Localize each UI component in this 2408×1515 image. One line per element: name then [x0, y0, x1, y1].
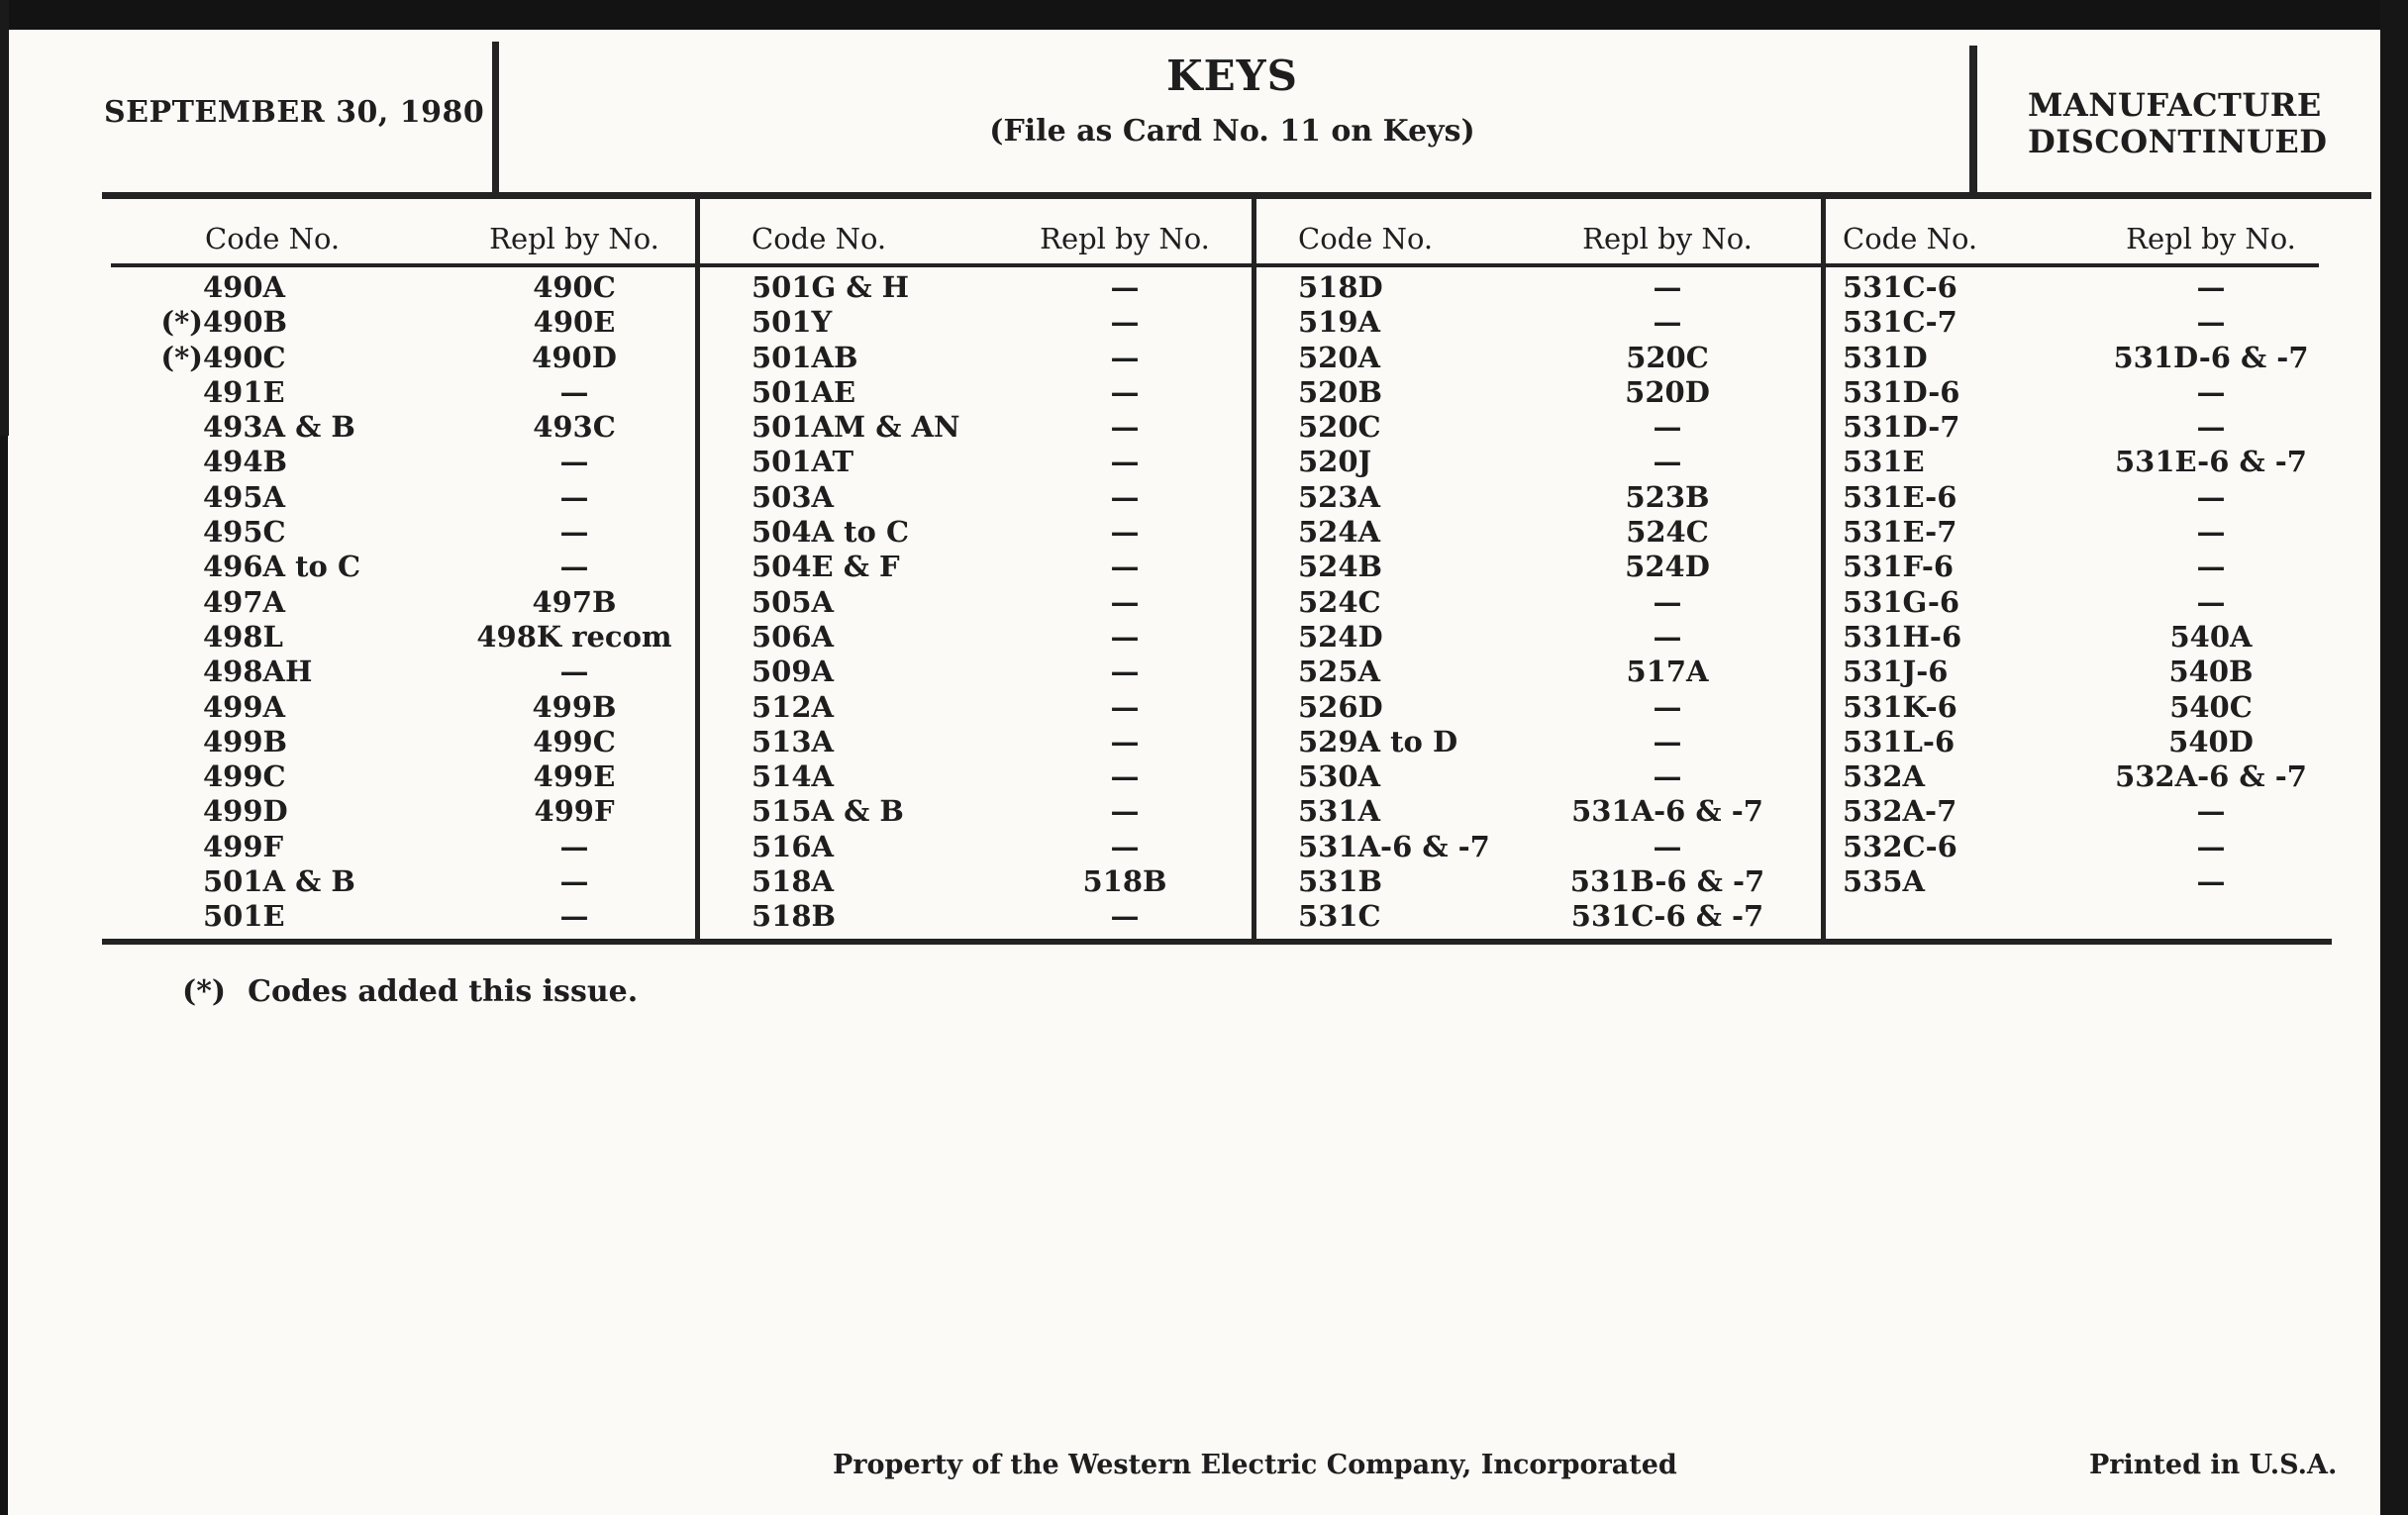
code-no: 531E [1843, 445, 1925, 479]
table-rows [1252, 270, 1821, 935]
table-row [695, 830, 1252, 864]
table-row [1252, 341, 1821, 375]
table-row [1252, 445, 1821, 479]
page-subtitle: (File as Card No. 11 on Keys) [989, 114, 1475, 149]
repl-by-no-header: Repl by No. [1040, 222, 1210, 255]
repl-by-no: — [559, 864, 589, 899]
repl-by-no: 518B [1082, 864, 1167, 899]
table-row [102, 341, 695, 375]
repl-by-no: — [1653, 829, 1682, 863]
repl-by-no: — [2196, 829, 2226, 863]
table-row [102, 305, 695, 340]
table-row [1252, 585, 1821, 620]
table-row [695, 864, 1252, 899]
code-no: 493A & B [203, 410, 355, 445]
repl-by-no: — [1110, 340, 1140, 374]
repl-by-no: — [1110, 724, 1140, 758]
repl-by-no: 499E [533, 759, 616, 794]
repl-by-no: — [2196, 584, 2226, 619]
repl-by-no: — [1110, 794, 1140, 829]
repl-by-no-header: Repl by No. [489, 222, 659, 255]
code-no: 512A [752, 689, 835, 724]
code-no: 518A [752, 864, 835, 899]
repl-by-no: — [1110, 374, 1140, 409]
code-no: 519A [1298, 305, 1381, 340]
table-row [1252, 270, 1821, 305]
table-row [102, 515, 695, 550]
repl-by-no: 532A-6 & -7 [2115, 759, 2307, 794]
code-no: 531G-6 [1843, 584, 1960, 619]
table-row [1821, 690, 2371, 725]
repl-by-no: — [1110, 550, 1140, 584]
repl-by-no: — [559, 655, 589, 689]
table-row [102, 830, 695, 864]
code-no: 514A [752, 759, 835, 794]
table-row [1821, 305, 2371, 340]
repl-by-no: 524C [1626, 515, 1709, 550]
table-row [695, 375, 1252, 410]
repl-by-no: — [559, 829, 589, 863]
code-no: 531C [1298, 899, 1381, 934]
code-no: 531C-6 [1843, 270, 1957, 304]
code-no: 499F [203, 829, 284, 863]
table-row [1252, 515, 1821, 550]
code-no: 518D [1298, 270, 1383, 304]
table-group-1 [102, 30, 695, 945]
repl-by-no: — [1110, 410, 1140, 445]
table-row [102, 375, 695, 410]
code-no: 530A [1298, 759, 1381, 794]
table-rows [1821, 270, 2371, 899]
repl-by-no: — [1110, 689, 1140, 724]
code-no: 513A [752, 724, 835, 758]
code-no: 531D [1843, 340, 1928, 374]
table-row [1252, 410, 1821, 445]
repl-by-no: 493C [533, 410, 616, 445]
table-row [695, 270, 1252, 305]
code-no: 499A [203, 689, 286, 724]
repl-by-no: — [1110, 584, 1140, 619]
table-row [695, 655, 1252, 689]
code-no: 498L [203, 619, 283, 654]
table-row [102, 550, 695, 584]
table-row [1821, 410, 2371, 445]
table-row [102, 480, 695, 515]
repl-by-no: 531D-6 & -7 [2113, 340, 2309, 374]
code-no: 501AT [752, 445, 854, 479]
repl-by-no: — [1653, 270, 1682, 304]
repl-by-no: 540B [2168, 655, 2254, 689]
code-no: (*) 490B [160, 305, 288, 340]
repl-by-no: — [1110, 445, 1140, 479]
repl-by-no: 540C [2169, 689, 2253, 724]
code-no: 505A [752, 584, 835, 619]
table-row [695, 305, 1252, 340]
table-row [695, 690, 1252, 725]
table-row [1821, 480, 2371, 515]
code-no: 490A [203, 270, 286, 304]
repl-by-no: — [559, 515, 589, 550]
code-no: 524B [1298, 550, 1383, 584]
repl-by-no: 498K recom [476, 619, 672, 654]
table-group-3 [1252, 30, 1821, 945]
repl-by-no: — [1110, 759, 1140, 794]
repl-by-no: — [2196, 305, 2226, 340]
code-no: 531K-6 [1843, 689, 1957, 724]
table-row [102, 864, 695, 899]
code-no: 531A-6 & -7 [1298, 829, 1490, 863]
code-no: 531B [1298, 864, 1383, 899]
code-no: 532A [1843, 759, 1926, 794]
repl-by-no: 531A-6 & -7 [1571, 794, 1763, 829]
table-row [1821, 585, 2371, 620]
repl-by-no: 499F [534, 794, 615, 829]
printed-in-usa: Printed in U.S.A. [2089, 1450, 2338, 1480]
table-row [1821, 550, 2371, 584]
code-no: 531A [1298, 794, 1381, 829]
table-row [1821, 794, 2371, 829]
code-no: 524C [1298, 584, 1381, 619]
code-no: 504A to C [752, 515, 910, 550]
table-row [1252, 725, 1821, 759]
table-row [1252, 864, 1821, 899]
code-no-header: Code No. [752, 222, 887, 255]
code-no: 531L-6 [1843, 724, 1956, 758]
code-no: 515A & B [752, 794, 904, 829]
property-notice: Property of the Western Electric Company, Incorporated [833, 1450, 1677, 1480]
repl-by-no: — [1110, 515, 1140, 550]
table-row [1252, 305, 1821, 340]
repl-by-no: — [559, 479, 589, 514]
table-row [102, 270, 695, 305]
table-row [102, 794, 695, 829]
repl-by-no: — [1653, 759, 1682, 794]
code-no: 501Y [752, 305, 833, 340]
table-row [695, 445, 1252, 479]
repl-by-no: 490E [533, 305, 616, 340]
code-no: 531H-6 [1843, 619, 1962, 654]
table-row [1821, 515, 2371, 550]
repl-by-no: 531E-6 & -7 [2115, 445, 2307, 479]
table-row [1252, 375, 1821, 410]
stamp-line-1: MANUFACTURE [2028, 86, 2322, 124]
table-row [695, 725, 1252, 759]
code-no: 503A [752, 479, 835, 514]
repl-by-no-header: Repl by No. [2126, 222, 2296, 255]
repl-by-no: 490D [532, 340, 617, 374]
repl-by-no: — [559, 445, 589, 479]
stamp-line-2: DISCONTINUED [2028, 123, 2328, 160]
code-no: 495C [203, 515, 286, 550]
repl-by-no: — [2196, 410, 2226, 445]
scan-edge-top [0, 0, 2408, 30]
table-row [102, 620, 695, 655]
table-row [102, 899, 695, 934]
code-no: 531F-6 [1843, 550, 1955, 584]
repl-by-no: — [2196, 515, 2226, 550]
repl-by-no: 523B [1625, 479, 1710, 514]
table-row [1821, 270, 2371, 305]
table-row [1252, 899, 1821, 934]
code-no: 497A [203, 584, 286, 619]
code-no: 523A [1298, 479, 1381, 514]
repl-by-no: — [1110, 270, 1140, 304]
code-no: 494B [203, 445, 288, 479]
code-no: 531J-6 [1843, 655, 1949, 689]
repl-by-no: — [559, 374, 589, 409]
code-no-header: Code No. [1843, 222, 1978, 255]
table-rows [695, 270, 1252, 935]
table-row [695, 794, 1252, 829]
table-row [695, 515, 1252, 550]
code-no: 531D-7 [1843, 410, 1960, 445]
repl-by-no: 540A [2169, 619, 2253, 654]
code-no: 499B [203, 724, 288, 758]
code-no: 524A [1298, 515, 1381, 550]
code-no: 516A [752, 829, 835, 863]
code-no: 526D [1298, 689, 1383, 724]
table-row [102, 445, 695, 479]
repl-by-no: 520D [1625, 374, 1710, 409]
repl-by-no: 490C [533, 270, 616, 304]
repl-by-no: — [1653, 689, 1682, 724]
table-row [102, 410, 695, 445]
code-no: 498AH [203, 655, 313, 689]
table-row [102, 759, 695, 794]
code-no-header: Code No. [205, 222, 341, 255]
repl-by-no: — [2196, 794, 2226, 829]
repl-by-no: 499B [532, 689, 617, 724]
scan-edge-left [0, 0, 9, 436]
table-row [695, 410, 1252, 445]
repl-by-no: 497B [532, 584, 617, 619]
table-row [1252, 690, 1821, 725]
table-row [1821, 759, 2371, 794]
repl-by-no: — [2196, 374, 2226, 409]
table-row [695, 480, 1252, 515]
code-no: 520A [1298, 340, 1381, 374]
footnote-marker: (*) [182, 974, 227, 1009]
repl-by-no: 540D [2168, 724, 2254, 758]
repl-by-no: 517A [1626, 655, 1709, 689]
table-rows [102, 270, 695, 935]
code-no: 531E-7 [1843, 515, 1957, 550]
code-no: 529A to D [1298, 724, 1458, 758]
table-row [102, 690, 695, 725]
table-row [695, 585, 1252, 620]
code-no: 506A [752, 619, 835, 654]
page-title: KEYS [1166, 51, 1298, 100]
table-row [1821, 375, 2371, 410]
table-row [1821, 655, 2371, 689]
repl-by-no: 531B-6 & -7 [1569, 864, 1765, 899]
repl-by-no: 531C-6 & -7 [1570, 899, 1764, 934]
table-row [1252, 480, 1821, 515]
table-group-4 [1821, 30, 2371, 945]
code-no: 520B [1298, 374, 1383, 409]
code-no: 501G & H [752, 270, 910, 304]
code-no: 495A [203, 479, 286, 514]
code-no: 520C [1298, 410, 1381, 445]
table-group-2 [695, 30, 1252, 945]
code-no: 520J [1298, 445, 1372, 479]
repl-by-no: — [1110, 305, 1140, 340]
repl-by-no-header: Repl by No. [1582, 222, 1753, 255]
repl-by-no: 499C [533, 724, 616, 758]
table-row [102, 585, 695, 620]
code-no: 532C-6 [1843, 829, 1957, 863]
repl-by-no: — [1110, 655, 1140, 689]
scan-edge-right [2380, 0, 2408, 1515]
code-no: 501AM & AN [752, 410, 960, 445]
table-row [1821, 830, 2371, 864]
code-no: 496A to C [203, 550, 361, 584]
code-no: 499D [203, 794, 288, 829]
issue-date: SEPTEMBER 30, 1980 [104, 95, 485, 130]
code-no: 504E & F [752, 550, 900, 584]
new-code-marker: (*) [160, 305, 203, 340]
code-no: 531D-6 [1843, 374, 1960, 409]
repl-by-no: — [1110, 829, 1140, 863]
code-no: 501A & B [203, 864, 355, 899]
repl-by-no: — [2196, 479, 2226, 514]
code-no: 531E-6 [1843, 479, 1957, 514]
code-no: (*) 490C [160, 340, 286, 374]
repl-by-no: — [1653, 410, 1682, 445]
table-row [1821, 864, 2371, 899]
repl-by-no: — [1653, 584, 1682, 619]
code-no-header: Code No. [1298, 222, 1434, 255]
table-row [102, 725, 695, 759]
repl-by-no: — [1653, 724, 1682, 758]
repl-by-no: — [1110, 479, 1140, 514]
table-row [1821, 341, 2371, 375]
table-row [1821, 725, 2371, 759]
repl-by-no: — [1653, 445, 1682, 479]
table-row [695, 550, 1252, 584]
repl-by-no: — [559, 899, 589, 934]
table-row [695, 341, 1252, 375]
table-row [1252, 759, 1821, 794]
repl-by-no: — [2196, 864, 2226, 899]
repl-by-no: 524D [1625, 550, 1710, 584]
code-no: 531C-7 [1843, 305, 1957, 340]
table-row [695, 899, 1252, 934]
code-no: 499C [203, 759, 286, 794]
code-no: 535A [1843, 864, 1926, 899]
repl-by-no: — [1653, 619, 1682, 654]
code-no: 509A [752, 655, 835, 689]
code-no: 491E [203, 374, 285, 409]
table-row [1252, 620, 1821, 655]
repl-by-no: — [559, 550, 589, 584]
table-row [1252, 655, 1821, 689]
table-row [1252, 550, 1821, 584]
footnote [182, 974, 638, 1009]
repl-by-no: 520C [1626, 340, 1709, 374]
repl-by-no: — [1653, 305, 1682, 340]
code-no: 501AE [752, 374, 856, 409]
code-no: 501E [203, 899, 285, 934]
table-row [1252, 794, 1821, 829]
footnote-text: Codes added this issue. [248, 974, 639, 1009]
table-row [695, 759, 1252, 794]
table-row [102, 655, 695, 689]
code-no: 525A [1298, 655, 1381, 689]
card-paper [8, 30, 2380, 1515]
table-row [1252, 830, 1821, 864]
repl-by-no: — [2196, 550, 2226, 584]
code-no: 518B [752, 899, 837, 934]
table-row [695, 620, 1252, 655]
code-no: 501AB [752, 340, 858, 374]
table-row [1821, 445, 2371, 479]
new-code-marker: (*) [160, 340, 203, 374]
code-no: 532A-7 [1843, 794, 1957, 829]
repl-by-no: — [1110, 619, 1140, 654]
table-row [1821, 620, 2371, 655]
repl-by-no: — [1110, 899, 1140, 934]
code-no: 524D [1298, 619, 1383, 654]
repl-by-no: — [2196, 270, 2226, 304]
